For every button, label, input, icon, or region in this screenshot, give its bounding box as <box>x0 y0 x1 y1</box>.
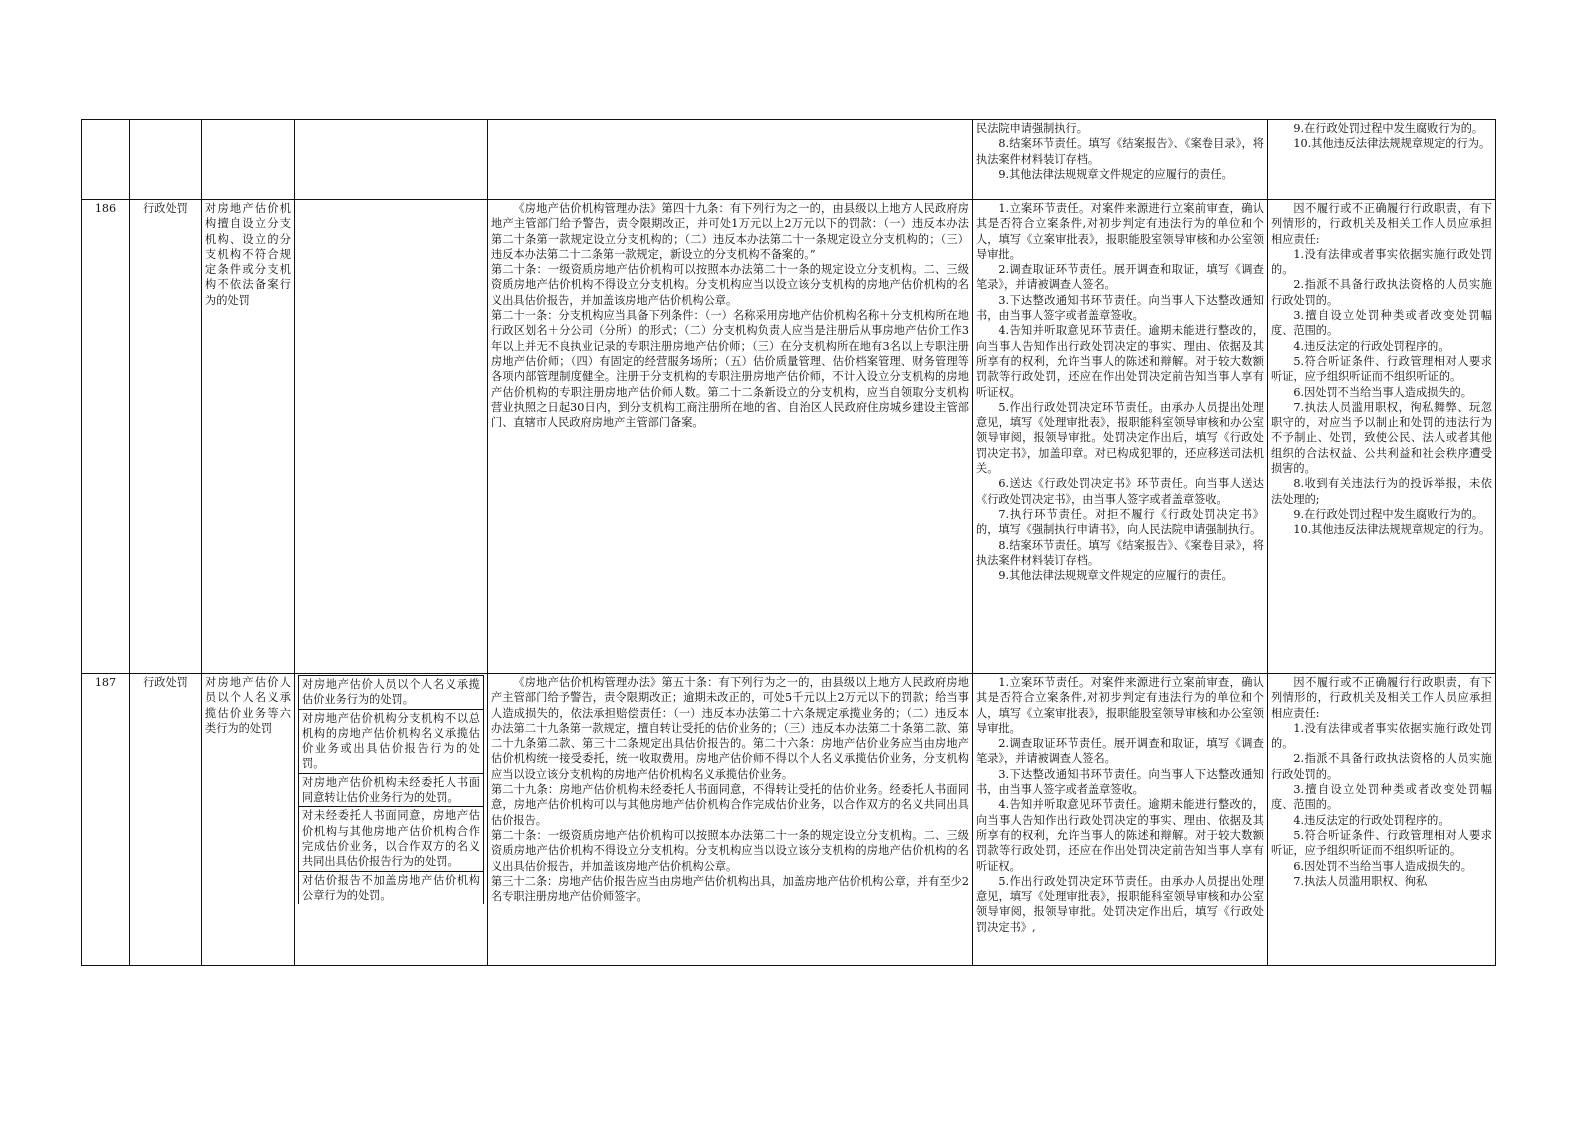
duty-line: 7.执行环节责任。对拒不履行《行政处罚决定书》的，填写《强制执行申请书》，向人民法院申请强制执行。 <box>976 507 1264 537</box>
accountability-line: 4.违反法定的行政处罚程序的。 <box>1293 339 1450 353</box>
duty-cell <box>973 120 1268 200</box>
legal-basis-cell <box>488 120 973 200</box>
accountability-line: 6.因处罚不当给当事人造成损失的。 <box>1293 859 1472 873</box>
sub-item-cell <box>295 200 488 674</box>
sub-item: 对未经委托人书面同意，房地产估价机构与其他房地产估价机构合作完成估价业务，以合作双方的名义共同出具估价报告行为的处罚。 <box>299 807 484 871</box>
power-type-cell: 行政处罚 <box>130 674 202 966</box>
basis-paragraph: 第二十九条：房地产估价机构未经委托人书面同意，不得转让受托的估价业务。经委托人书面同意，房地产估价机构可以与其他房地产估价机构合作完成估价业务，以合作双方的名义共同出具估价报告。 <box>491 783 969 827</box>
duty-line: 5.作出行政处罚决定环节责任。由承办人员提出处理意见，填写《处理审批表》，报职能科室领导审核和办公室领导审阅，报领导审批。处罚决定作出后，填写《行政处罚决定书》，加盖印章。对已构成犯罪的，还应移送司法机关。 <box>976 400 1264 476</box>
power-item-cell: 对房地产估价人员以个人名义承揽估价业务等六类行为的处罚 <box>202 674 295 966</box>
duty-line: 2.调查取证环节责任。展开调查和取证，填写《调查笔录》，并请被调查人签名。 <box>976 263 1264 292</box>
sub-item-cell <box>295 674 488 966</box>
accountability-line: 3.擅自设立处罚种类或者改变处罚幅度、范围的。 <box>1271 783 1492 812</box>
duty-cell <box>973 200 1268 674</box>
accountability-line: 3.擅自设立处罚种类或者改变处罚幅度、范围的。 <box>1271 309 1492 338</box>
accountability-line: 10.其他违反法律法规规章规定的行为。 <box>1293 523 1491 537</box>
accountability-cell <box>1268 674 1496 966</box>
duty-line: 8.结案环节责任。填写《结案报告》、《案卷目录》，将执法案件材料装订存档。 <box>976 137 1264 166</box>
power-item-cell: 对房地产估价机构擅自设立分支机构、设立的分支机构不符合规定条件或分支机构不依法备案行为的处罚 <box>202 200 295 674</box>
basis-paragraph: 第二十条：一级资质房地产估价机构可以按照本办法第二十一条的规定设立分支机构。二、三级资质房地产估价机构不得设立分支机构。分支机构应当以设立该分支机构的房地产估价机构的名义出具估价报告，并加盖该房地产估价机构公章。 <box>491 828 969 873</box>
duty-line: 5.作出行政处罚决定环节责任。由承办人员提出处理意见，填写《处理审批表》，报职能科室领导审核和办公室领导审阅，报领导审批。处罚决定作出后，填写《行政处罚决定书》, <box>976 874 1264 934</box>
accountability-line: 5.符合听证条件、行政管理相对人要求听证，应予组织听证而不组织听证的。 <box>1271 354 1492 384</box>
row-number-cell <box>82 120 130 200</box>
accountability-line: 5.符合听证条件、行政管理相对人要求听证，应予组织听证而不组织听证的。 <box>1271 828 1492 858</box>
accountability-line: 因不履行或不正确履行行政职责，有下列情形的，行政机关及相关工作人员应承担相应责任: <box>1271 202 1492 246</box>
accountability-line: 1.没有法律或者事实依据实施行政处罚的。 <box>1271 721 1492 751</box>
row-number-cell: 186 <box>82 200 130 674</box>
accountability-line: 9.在行政处罚过程中发生腐败行为的。 <box>1293 507 1484 521</box>
legal-basis-cell <box>488 200 973 674</box>
duty-line: 8.结案环节责任。填写《结案报告》、《案卷目录》，将执法案件材料装订存档。 <box>976 538 1264 567</box>
sub-item-cell <box>295 120 488 200</box>
accountability-line: 因不履行或不正确履行行政职责，有下列情形的，行政机关及相关工作人员应承担相应责任: <box>1271 676 1492 720</box>
accountability-cell <box>1268 200 1496 674</box>
power-type-cell: 行政处罚 <box>130 200 202 674</box>
basis-paragraph: 第二十一条：分支机构应当具备下列条件：（一）名称采用房地产估价机构名称＋分支机构所在地行政区划名＋分公司（分所）的形式；（二）分支机构负责人应当是注册后从事房地产估价工作3年以上并无不良执业记录的专职注册房地产估价师；（三）在分支机构所在地有3名以上专职注册房地产估价师；（四）有固定的经营服务场所；（五）估价质量管理、估价档案管理、财务管理等各项内部管理制度健全。注册于分支机构的专职注册房地产估价师，不计入设立分支机构的房地产估价机构的专职注册房地产估价师人数。第二十二条新设立的分支机构，应当自领取分支机构营业执照之日起30日内，到分支机构工商注册所在地的省、自治区人民政府住房城乡建设主管部门、直辖市人民政府房地产主管部门备案。 <box>491 309 969 430</box>
row-number-cell: 187 <box>82 674 130 966</box>
table-row <box>82 200 1496 674</box>
accountability-line: 2.指派不具备行政执法资格的人员实施行政处罚的。 <box>1271 752 1492 781</box>
sub-item: 对房地产估价机构未经委托人书面同意转让估价业务行为的处罚。 <box>299 773 484 807</box>
sub-item: 对估价报告不加盖房地产估价机构公章行为的处罚。 <box>299 871 484 904</box>
duty-line: 6.送达《行政处罚决定书》环节责任。向当事人送达《行政处罚决定书》，由当事人签字或者盖章签收。 <box>976 477 1264 506</box>
basis-paragraph: 《房地产估价机构管理办法》第五十条：有下列行为之一的，由县级以上地方人民政府房地产主管部门给予警告，责令限期改正；逾期未改正的，可处5千元以上2万元以下的罚款；给当事人造成损失的，依法承担赔偿责任：（一）违反本办法第二十六条规定承揽业务的；（二）违反本办法第二十九条第一款规定，擅自转让受托的估价业务的；（三）违反本办法第二十条第二款、第二十九条第二款、第三十二条规定出具估价报告的。第二十六条：房地产估价业务应当由房地产估价机构统一接受委托，统一收取费用。房地产估价师不得以个人名义承揽估价业务，分支机构应当以设立该分支机构的房地产估价机构名义承揽估价业务。 <box>491 676 969 781</box>
power-item-cell <box>202 120 295 200</box>
sub-item: 对房地产估价机构分支机构不以总机构的房地产估价机构名义承揽估价业务或出具估价报告行为的处罚。 <box>299 709 484 773</box>
legal-basis-cell <box>488 674 973 966</box>
sub-item-list <box>298 675 484 904</box>
duty-line: 3.下达整改通知书环节责任。向当事人下达整改通知书，由当事人签字或者盖章签收。 <box>976 293 1264 323</box>
accountability-line: 6.因处罚不当给当事人造成损失的。 <box>1293 385 1472 399</box>
duty-line: 3.下达整改通知书环节责任。向当事人下达整改通知书，由当事人签字或者盖章签收。 <box>976 767 1264 797</box>
table-row <box>82 674 1496 966</box>
accountability-line: 8.收到有关违法行为的投诉举报，未依法处理的; <box>1271 477 1492 506</box>
accountability-line: 9.在行政处罚过程中发生腐败行为的。 <box>1293 122 1484 135</box>
duty-line: 2.调查取证环节责任。展开调查和取证，填写《调查笔录》，并请被调查人签名。 <box>976 737 1264 766</box>
duty-cell <box>973 674 1268 966</box>
accountability-line: 10.其他违反法律法规规章规定的行为。 <box>1293 137 1491 151</box>
accountability-line: 2.指派不具备行政执法资格的人员实施行政处罚的。 <box>1271 278 1492 307</box>
accountability-line: 7.执法人员滥用职权、徇私 <box>1293 874 1428 888</box>
accountability-line: 1.没有法律或者事实依据实施行政处罚的。 <box>1271 247 1492 277</box>
duty-line: 9.其他法律法规规章文件规定的应履行的责任。 <box>998 167 1233 181</box>
accountability-cell <box>1268 120 1496 200</box>
duty-line: 1.立案环节责任。对案件来源进行立案前审查，确认其是否符合立案条件,对初步判定有违法行为的单位和个人，填写《立案审批表》，报职能股室领导审核和办公室领导审批。 <box>976 676 1264 735</box>
sub-item: 对房地产估价人员以个人名义承揽估价业务行为的处罚。 <box>299 676 484 710</box>
accountability-line: 4.违反法定的行政处罚程序的。 <box>1293 813 1450 827</box>
accountability-line: 7.执法人员滥用职权，徇私舞弊、玩忽职守的，对应当予以制止和处罚的违法行为不予制止、处罚，致使公民、法人或者其他组织的合法权益、公共利益和社会秩序遭受损害的。 <box>1271 400 1492 476</box>
duty-line: 9.其他法律法规规章文件规定的应履行的责任。 <box>998 569 1233 583</box>
duty-line: 民法院申请强制执行。 <box>976 122 1088 135</box>
duty-line: 4.告知并听取意见环节责任。逾期未能进行整改的，向当事人告知作出行政处罚决定的事实、理由、依据及其所享有的权利，允许当事人的陈述和辩解。对于较大数额罚款等行政处罚，还应在作出处罚决定前告知当事人享有听证权。 <box>976 324 1264 399</box>
basis-paragraph: 《房地产估价机构管理办法》第四十九条：有下列行为之一的，由县级以上地方人民政府房地产主管部门给予警告，责令限期改正，并可处1万元以上2万元以下的罚款：（一）违反本办法第二十条第一款规定设立分支机构的；（二）违反本办法第二十一条规定设立分支机构的；（三）违反本办法第二十二条第一款规定，新设立的分支机构不备案的。” <box>491 202 969 261</box>
authority-table <box>81 119 1496 966</box>
power-type-cell <box>130 120 202 200</box>
duty-line: 1.立案环节责任。对案件来源进行立案前审查，确认其是否符合立案条件,对初步判定有违法行为的单位和个人，填写《立案审批表》，报职能股室领导审核和办公室领导审批。 <box>976 202 1264 261</box>
duty-line: 4.告知并听取意见环节责任。逾期未能进行整改的，向当事人告知作出行政处罚决定的事实、理由、依据及其所享有的权利，允许当事人的陈述和辩解。对于较大数额罚款等行政处罚，还应在作出处罚决定前告知当事人享有听证权。 <box>976 798 1264 873</box>
basis-paragraph: 第三十二条：房地产估价报告应当由房地产估价机构出具，加盖房地产估价机构公章，并有至少2名专职注册房地产估价师签字。 <box>491 874 969 904</box>
basis-paragraph: 第二十条：一级资质房地产估价机构可以按照本办法第二十一条的规定设立分支机构。二、三级资质房地产估价机构不得设立分支机构。分支机构应当以设立该分支机构的房地产估价机构的名义出具估价报告，并加盖该房地产估价机构公章。 <box>491 263 969 307</box>
table-row <box>82 120 1496 200</box>
